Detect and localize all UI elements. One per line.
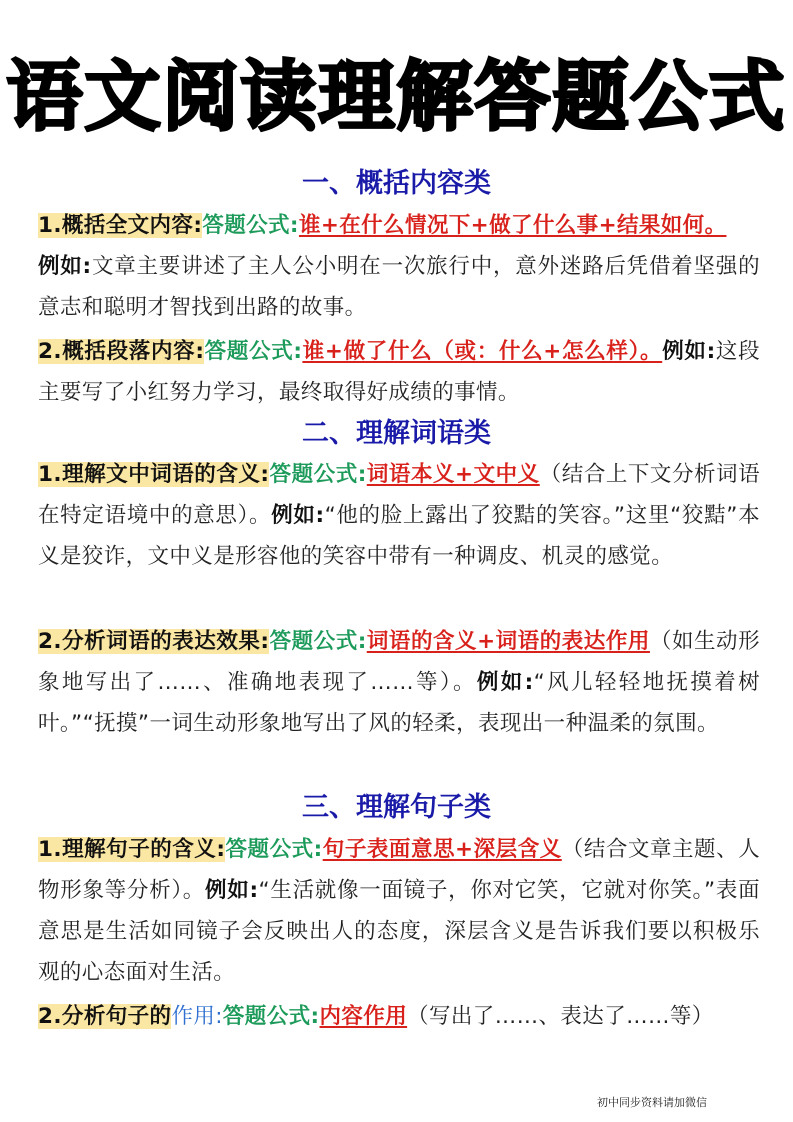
example-label: 例如:	[476, 670, 534, 695]
formula: 词语本义+文中义	[366, 462, 540, 487]
example-label: 例如:	[38, 254, 92, 279]
item-head: 1.理解句子的含义:	[38, 837, 226, 862]
item-head: 1.概括全文内容:	[38, 213, 203, 238]
item-head: 2.概括段落内容:	[38, 339, 205, 364]
formula-label: 答题公式:	[225, 837, 323, 862]
item-head: 2.分析词语的表达效果:	[38, 629, 270, 654]
section-heading-3: 三、理解句子类	[302, 792, 491, 823]
formula-note: （结合文章主题、人物形象等分析）。	[38, 837, 761, 903]
item-head: 2.分析句子的	[38, 1004, 172, 1029]
item-3-1	[38, 829, 760, 993]
example-text: 这段主要写了小红努力学习，最终取得好成绩的事情。	[38, 339, 760, 405]
formula: 谁+做了什么（或：什么+怎么样）。	[302, 339, 663, 364]
example-label: 例如:	[205, 878, 259, 903]
item-head-blue: 作用:	[171, 1004, 223, 1029]
item-3-2	[38, 996, 760, 1037]
example-label: 例如:	[271, 503, 325, 528]
formula-note: （结合上下文分析词语在特定语境中的意思）。	[38, 462, 760, 528]
example-text: “生活就像一面镜子，你对它笑，它就对你笑。”表面意思是生活如同镜子会反映出人的态度，深层含义是告诉我们要以积极乐观的心态面对生活。	[38, 878, 760, 985]
formula: 内容作用	[319, 1004, 408, 1029]
section-heading-1: 一、概括内容类	[302, 168, 491, 199]
formula: 谁+在什么情况下+做了什么事+结果如何。	[298, 213, 727, 238]
example-text: “风儿轻轻地抚摸着树叶。”“抚摸”一词生动形象地写出了风的轻柔，表现出一种温柔的氛围。	[38, 670, 760, 736]
page-title: 语文阅读理解答题公式	[6, 52, 787, 141]
formula-note: （写出了……、表达了……等）	[407, 1004, 714, 1029]
item-2-2	[38, 621, 760, 744]
section-heading-2: 二、理解词语类	[302, 418, 491, 449]
item-2-1	[38, 454, 760, 577]
formula: 词语的含义+词语的表达作用	[366, 629, 650, 654]
formula-label: 答题公式:	[269, 629, 367, 654]
item-1-2	[38, 331, 760, 413]
example-label: 例如:	[662, 339, 716, 364]
example-text: 文章主要讲述了主人公小明在一次旅行中，意外迷路后凭借着坚强的意志和聪明才智找到出路的故事。	[38, 254, 760, 320]
footer-note: 初中同步资料请加微信	[597, 1096, 707, 1109]
formula-label: 答题公式:	[204, 339, 303, 364]
formula-label: 答题公式:	[269, 462, 367, 487]
formula: 句子表面意思+深层含义	[322, 837, 562, 862]
item-1-1	[38, 205, 760, 328]
formula-note: （如生动形象地写出了……、准确地表现了……等）。	[38, 629, 760, 695]
formula-label: 答题公式:	[222, 1004, 320, 1029]
example-text: “他的脸上露出了狡黠的笑容。”这里“狡黠”本义是狡诈，文中义是形容他的笑容中带有一种调皮、机灵的感觉。	[38, 503, 760, 569]
formula-label: 答题公式:	[202, 213, 299, 238]
item-head: 1.理解文中词语的含义:	[38, 462, 270, 487]
